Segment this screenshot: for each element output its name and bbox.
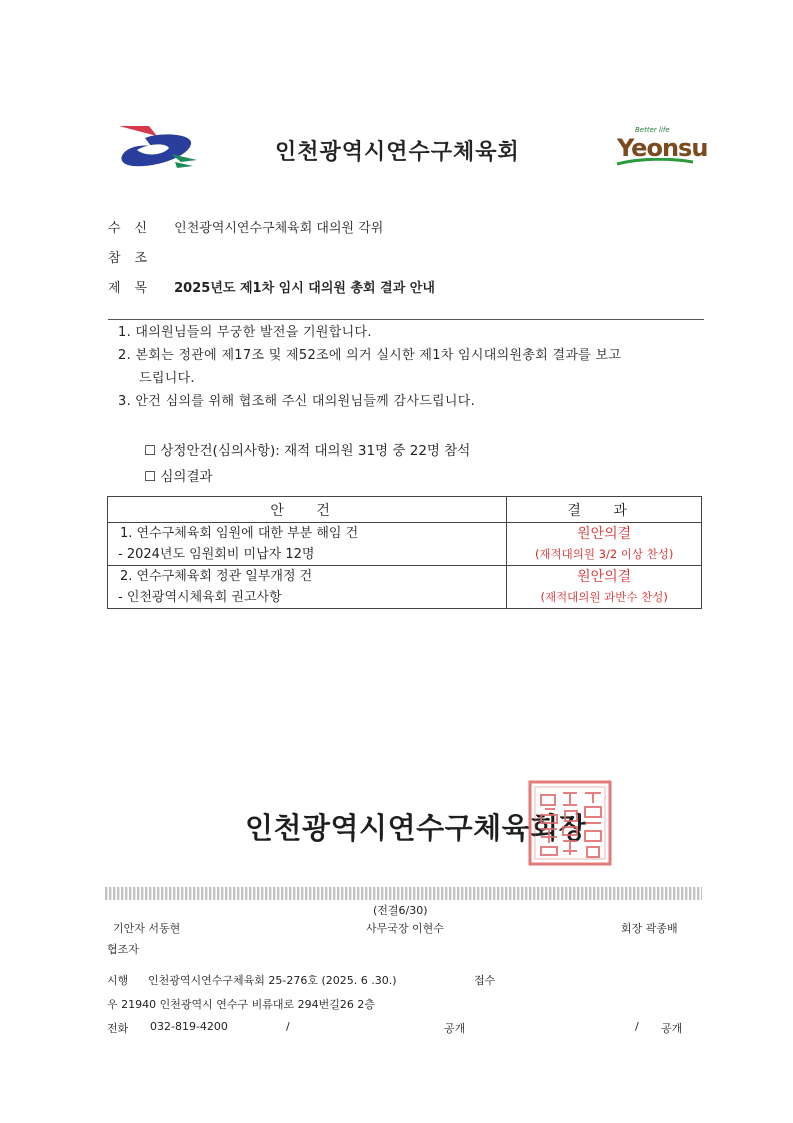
signature-title: 인천광역시연수구체육회장 bbox=[245, 811, 588, 845]
receipt-label: 접수 bbox=[474, 974, 496, 987]
item-detail: - 인천광역시체육회 권고사항 bbox=[118, 590, 282, 605]
org-title: 인천광역시연수구체육회 bbox=[275, 140, 520, 165]
yeonsu-logo bbox=[615, 126, 708, 166]
subject-value: 2025년도 제1차 임시 대의원 총회 결과 안내 bbox=[174, 281, 435, 296]
header-item: 안 건 bbox=[108, 497, 507, 523]
subject-key: 제목 bbox=[108, 281, 162, 296]
paragraph-3: 3. 안건 심의를 위해 협조해 주신 대의원님들께 감사드립니다. bbox=[118, 394, 476, 409]
recipient-row bbox=[108, 217, 383, 236]
recipient-value: 인천광역시연수구체육회 대의원 각위 bbox=[174, 221, 384, 236]
disclosure-status: 공개 bbox=[661, 1022, 683, 1035]
approval-note: (전결6/30) bbox=[373, 904, 428, 917]
item-title: 1. 연수구체육회 임원에 대한 부분 해임 건 bbox=[120, 526, 359, 541]
reference-row bbox=[108, 247, 174, 266]
results-table bbox=[107, 496, 702, 609]
drafter: 기안자 서동현 bbox=[113, 922, 181, 935]
table-header-row bbox=[108, 497, 702, 523]
org-emblem-icon bbox=[117, 124, 197, 170]
header-divider bbox=[108, 319, 704, 320]
president: 회장 곽종배 bbox=[621, 922, 678, 935]
enforce-label: 시행 bbox=[107, 974, 129, 987]
result-note: (재적대의원 과반수 찬성) bbox=[540, 590, 668, 604]
disclosure-status: 공개 bbox=[444, 1022, 466, 1035]
logo-word: Yeonsu bbox=[617, 134, 708, 162]
separator-slash: / bbox=[286, 1020, 290, 1033]
subject-row bbox=[108, 277, 435, 296]
result-cell bbox=[507, 566, 702, 609]
paragraph-2-line-1: 2. 본회는 정관에 제17조 및 제52조에 의거 실시한 제1차 임시대의원총회 결과를 보고 bbox=[118, 348, 622, 363]
phone-value: 032-819-4200 bbox=[150, 1020, 228, 1033]
footer-separator bbox=[105, 887, 702, 900]
phone-label: 전화 bbox=[107, 1022, 129, 1035]
cooperator: 협조자 bbox=[107, 943, 139, 956]
paragraph-1: 1. 대의원님들의 무궁한 발전을 기원합니다. bbox=[118, 325, 372, 340]
item-detail: - 2024년도 임원회비 미납자 12명 bbox=[118, 547, 315, 562]
secretary: 사무국장 이현수 bbox=[366, 922, 444, 935]
attendance-item: ☐ 상정안건(심의사항): 재적 대의원 31명 중 22명 참석 bbox=[144, 443, 471, 459]
header-result: 결 과 bbox=[507, 497, 702, 523]
official-seal-icon bbox=[527, 779, 613, 867]
recipient-key: 수신 bbox=[108, 221, 162, 236]
reference-key: 참조 bbox=[108, 251, 162, 266]
enforce-value: 인천광역시연수구체육회 25-276호 (2025. 6 .30.) bbox=[148, 974, 397, 987]
address: 우 21940 인천광역시 연수구 비류대로 294번길26 2층 bbox=[107, 998, 375, 1011]
item-title: 2. 연수구체육회 정관 일부개정 건 bbox=[120, 569, 313, 584]
logo-tagline: Better life bbox=[635, 126, 670, 134]
result-text: 원안의결 bbox=[577, 526, 632, 542]
table-row bbox=[108, 566, 702, 609]
result-text: 원안의결 bbox=[577, 569, 632, 585]
result-heading: ☐ 심의결과 bbox=[144, 469, 213, 485]
table-row bbox=[108, 523, 702, 566]
item-cell bbox=[108, 566, 507, 609]
item-cell bbox=[108, 523, 507, 566]
separator-slash: / bbox=[635, 1020, 639, 1033]
result-cell bbox=[507, 523, 702, 566]
result-note: (재적대의원 3/2 이상 찬성) bbox=[534, 547, 674, 561]
logo-swoosh-icon bbox=[615, 158, 695, 166]
paragraph-2-line-2: 드립니다. bbox=[139, 371, 195, 386]
